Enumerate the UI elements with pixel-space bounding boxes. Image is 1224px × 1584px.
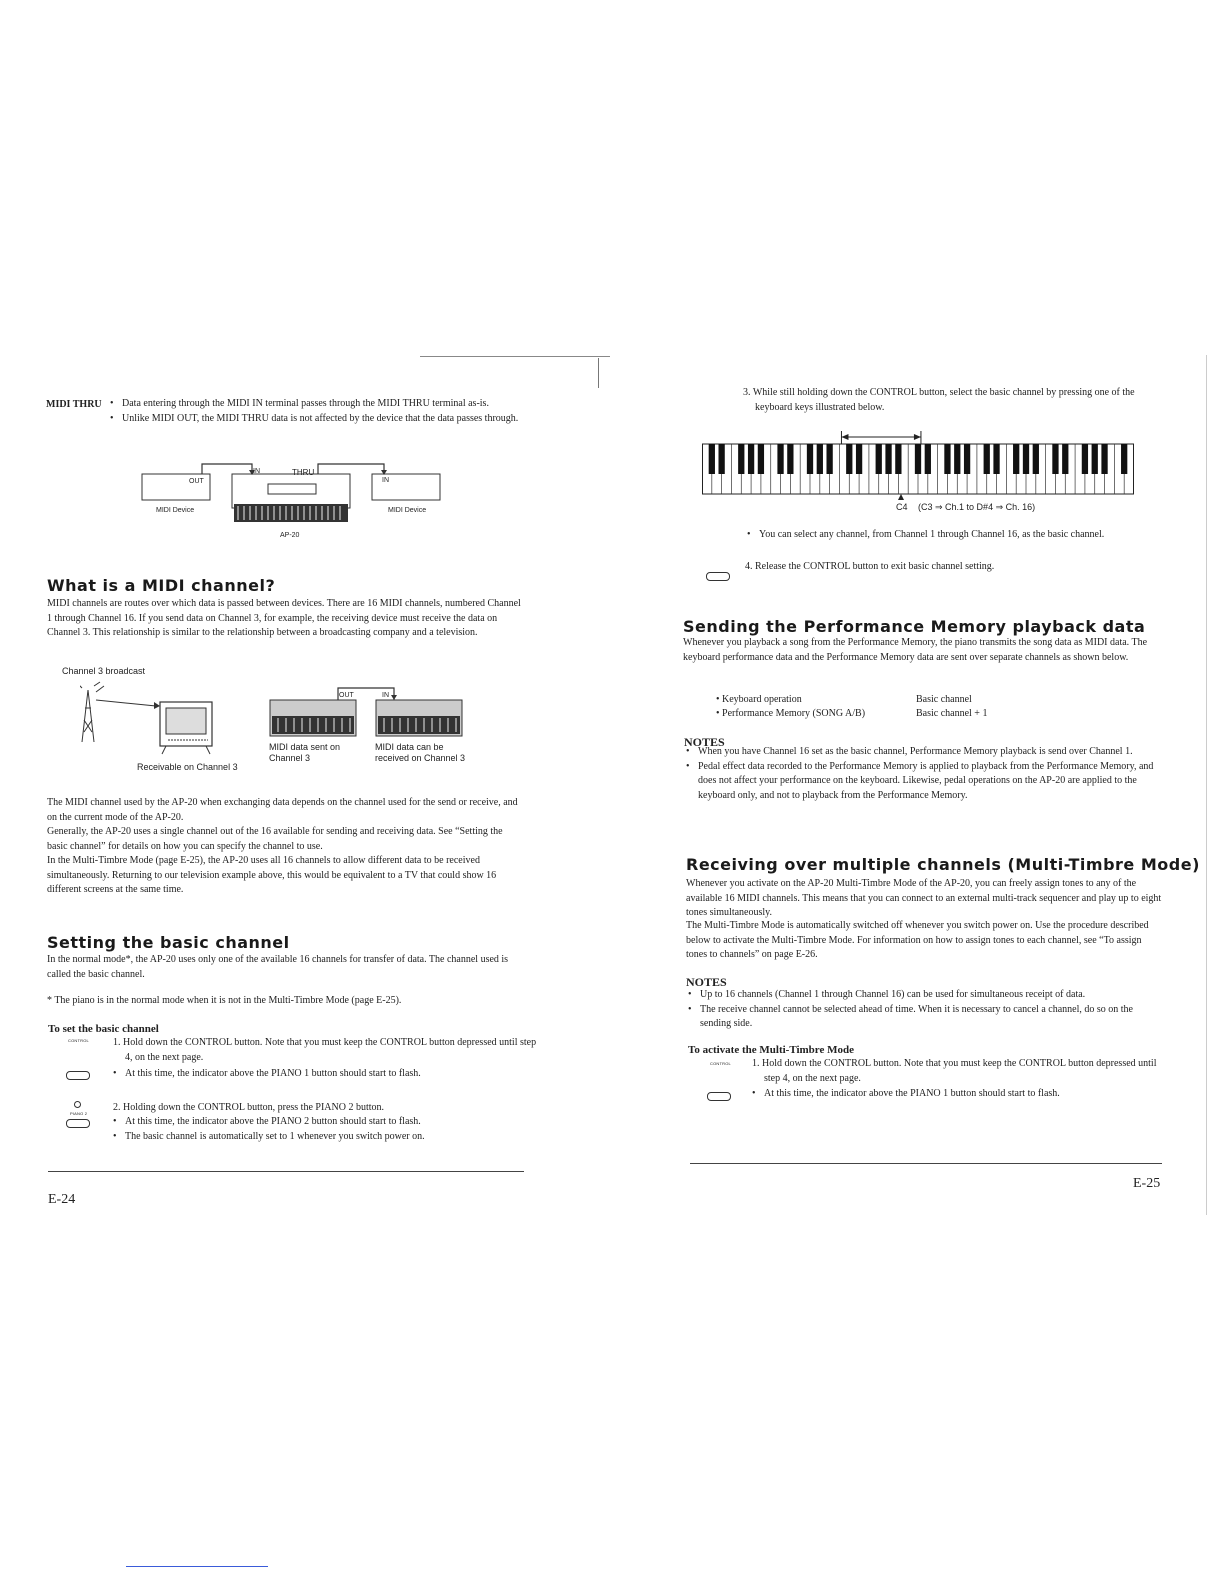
black-key	[1052, 444, 1058, 474]
set-step-1: 1. Hold down the CONTROL button. Note that you must keep the CONTROL button depressed until step 4, on the next page.	[113, 1037, 537, 1063]
blue-underline-artifact	[126, 1566, 268, 1567]
midi-thru-label: MIDI THRU	[46, 399, 102, 410]
receiving-notes	[688, 988, 1162, 1032]
receiving-note-2: • The receive channel cannot be selected ahead of time. When it is necessary to cancel a channel, do so on the sending side.	[688, 1003, 1162, 1032]
to-set-heading: To set the basic channel	[48, 1023, 159, 1035]
black-key	[876, 444, 882, 474]
setting-paragraph: In the normal mode*, the AP-20 uses only one of the available 16 channels for transfer of data. The channel used is called the basic channel.	[47, 954, 509, 980]
c4-label: C4	[896, 502, 908, 512]
thru-in2-label: IN	[382, 477, 389, 484]
black-key	[1101, 444, 1107, 474]
channel-row-2-left: • Performance Memory (SONG A/B)	[716, 708, 866, 719]
receiving-heading: Receiving over multiple channels (Multi-Timbre Mode)	[686, 855, 1200, 874]
control-label-3: CONTROL	[710, 1061, 731, 1066]
set-step-2: 2. Holding down the CONTROL button, press the PIANO 2 button.	[113, 1102, 385, 1113]
channel-row-1-right: Basic channel	[916, 694, 972, 705]
channel-row-2	[716, 707, 1016, 721]
control-button-icon-3	[707, 1092, 731, 1101]
channel-range-label: (C3 ⇒ Ch.1 to D#4 ⇒ Ch. 16)	[918, 502, 1036, 512]
activate-step-1: 1. Hold down the CONTROL button. Note that you must keep the CONTROL button depressed until step 4, on the next page.	[752, 1058, 1157, 1084]
midi-sent-label: MIDI data sent on Channel 3	[269, 742, 341, 763]
receiving-notes-heading: NOTES	[686, 975, 727, 989]
black-key	[984, 444, 990, 474]
black-key	[993, 444, 999, 474]
set-step-2-bullet-2: • The basic channel is automatically set to 1 whenever you switch power on.	[113, 1130, 525, 1145]
receivable-label: Receivable on Channel 3	[137, 762, 238, 772]
what-is-heading: What is a MIDI channel?	[47, 576, 276, 595]
midi-thru-bullet-2: • Unlike MIDI OUT, the MIDI THRU data is not affected by the device that the data passes through.	[110, 412, 520, 427]
left-midi-device-label: MIDI Device	[156, 507, 195, 514]
black-key	[885, 444, 891, 474]
black-key	[1023, 444, 1029, 474]
sending-paragraph: Whenever you playback a song from the Performance Memory, the piano transmits the song data as MIDI data. The keyboard performance data and the Performance Memory data are sent over separate channels as shown below.	[683, 637, 1148, 663]
left-top-rule	[420, 356, 610, 357]
channel-table	[716, 693, 1016, 721]
control-button-icon-2	[706, 572, 730, 581]
midi-thru-bullet-1: • Data entering through the MIDI IN terminal passes through the MIDI THRU terminal as-is.	[110, 397, 520, 412]
black-key	[777, 444, 783, 474]
set-step-2-bullet-1: • At this time, the indicator above the PIANO 2 button should start to flash.	[113, 1115, 525, 1130]
black-key	[826, 444, 832, 474]
black-key	[925, 444, 931, 474]
black-key	[817, 444, 823, 474]
black-key	[709, 444, 715, 474]
black-key	[1121, 444, 1127, 474]
thru-thru-label: THRU	[292, 468, 315, 477]
black-key	[846, 444, 852, 474]
channel3-broadcast-label: Channel 3 broadcast	[62, 666, 146, 676]
thru-out-label: OUT	[189, 478, 204, 485]
c4-marker-icon	[898, 494, 904, 500]
right-page-edge	[1206, 355, 1207, 1215]
piano2-button-icon	[66, 1119, 90, 1128]
activate-step-1-bullet	[752, 1087, 1162, 1102]
receiving-paragraph-2: The Multi-Timbre Mode is automatically switched off whenever you switch power on. Use the procedure described below to activate the Multi-Timbre Mode. For information on how to assign tones to each channel, see “To assign tones to channels” on page E-26.	[686, 920, 1149, 960]
set-step-3-bullet-text: • You can select any channel, from Channel 1 through Channel 16, as the basic channel.	[747, 528, 1167, 543]
sending-heading: Sending the Performance Memory playback data	[683, 617, 1146, 636]
tv-out-label: OUT	[339, 692, 354, 699]
black-key	[1062, 444, 1068, 474]
left-page-number: E-24	[48, 1192, 76, 1207]
black-key	[807, 444, 813, 474]
black-key	[944, 444, 950, 474]
black-key	[895, 444, 901, 474]
black-key	[954, 444, 960, 474]
sending-notes-heading: NOTES	[684, 735, 725, 749]
body-para-3: In the Multi-Timbre Mode (page E-25), the AP-20 uses all 16 channels to allow different data to be received simultaneously. Returning to our television example above, this would be equivalent to a TV that could show 16 different screens at the same time.	[47, 855, 497, 895]
black-key	[1013, 444, 1019, 474]
what-is-paragraph: MIDI channels are routes over which data is passed between devices. There are 16 MIDI channels, numbered Channel 1 through Channel 16. If you send data on Channel 3, for example, the receiving device must receive the data on Channel 3. This relationship is similar to the relationship between a broadcasting company and a television.	[47, 598, 521, 638]
range-arrow-right-head	[914, 434, 921, 440]
channel-row-1-left: • Keyboard operation	[716, 694, 802, 705]
right-bottom-rule	[690, 1163, 1162, 1164]
sending-notes	[686, 745, 1160, 803]
black-key	[748, 444, 754, 474]
tv-in-label: IN	[382, 692, 389, 699]
keyboard-diagram	[702, 430, 1134, 496]
set-step-1-bullet	[113, 1067, 525, 1082]
black-key	[915, 444, 921, 474]
left-bottom-rule	[48, 1171, 524, 1172]
to-activate-heading: To activate the Multi-Timbre Mode	[688, 1044, 854, 1056]
black-key	[856, 444, 862, 474]
channel-row-2-right: Basic channel + 1	[916, 708, 988, 719]
set-step-3-bullet	[747, 528, 1167, 543]
range-arrow-left-head	[841, 434, 848, 440]
black-key	[738, 444, 744, 474]
activate-step-1-bullet-text: • At this time, the indicator above the PIANO 1 button should start to flash.	[752, 1087, 1162, 1102]
right-page-number: E-25	[1133, 1176, 1161, 1191]
left-body-paragraphs	[47, 796, 525, 898]
control-button-icon	[66, 1071, 90, 1080]
channel-row-1	[716, 693, 1016, 707]
normal-mode-note: * The piano is in the normal mode when it is not in the Multi-Timbre Mode (page E-25).	[47, 995, 402, 1006]
right-midi-device-label: MIDI Device	[388, 507, 427, 514]
receiving-note-1: • Up to 16 channels (Channel 1 through Channel 16) can be used for simultaneous receipt of data.	[688, 988, 1162, 1003]
midi-thru-bullets	[110, 397, 520, 426]
page-edge	[598, 358, 599, 388]
black-key	[1092, 444, 1098, 474]
set-step-3: 3. While still holding down the CONTROL button, select the basic channel by pressing one of the keyboard keys illustrated below.	[743, 387, 1135, 413]
sending-note-2: • Pedal effect data recorded to the Performance Memory is applied to playback from the Performance Memory, and does not affect your performance on the keyboard. Likewise, pedal operations on the AP-20 are applied to the keyboard only, and not to playback from the Performance Memory.	[686, 760, 1160, 804]
receiving-paragraph-1: Whenever you activate on the AP-20 Multi-Timbre Mode of the AP-20, you can freely assign tones to any of the available 16 MIDI channels. This means that you can connect to an external multi-track sequencer and play up to eight tones simultaneously.	[686, 878, 1162, 918]
body-para-2: Generally, the AP-20 uses a single channel out of the 16 available for sending and receiving data. See “Setting the basic channel” for details on how you can specify the channel to use.	[47, 826, 503, 852]
piano2-label: PIANO 2	[70, 1111, 88, 1116]
black-key	[758, 444, 764, 474]
black-key	[1033, 444, 1039, 474]
midi-received-label: MIDI data can be received on Channel 3	[375, 742, 466, 763]
thru-in-label: IN	[253, 468, 260, 475]
ap20-label: AP-20	[280, 532, 300, 539]
sending-note-1: • When you have Channel 16 set as the basic channel, Performance Memory playback is send over Channel 1.	[686, 745, 1160, 760]
black-key	[718, 444, 724, 474]
black-key	[1082, 444, 1088, 474]
control-label-1: CONTROL	[68, 1038, 89, 1043]
set-step-4: 4. Release the CONTROL button to exit basic channel setting.	[745, 561, 995, 572]
black-key	[787, 444, 793, 474]
piano2-indicator-icon	[74, 1101, 81, 1108]
set-step-1-bullet-text: • At this time, the indicator above the PIANO 1 button should start to flash.	[113, 1067, 525, 1082]
body-para-1: The MIDI channel used by the AP-20 when exchanging data depends on the channel used for the send or receive, and on the current mode of the AP-20.	[47, 797, 518, 823]
black-key	[964, 444, 970, 474]
set-step-2-bullets	[113, 1115, 525, 1144]
setting-heading: Setting the basic channel	[47, 933, 290, 952]
